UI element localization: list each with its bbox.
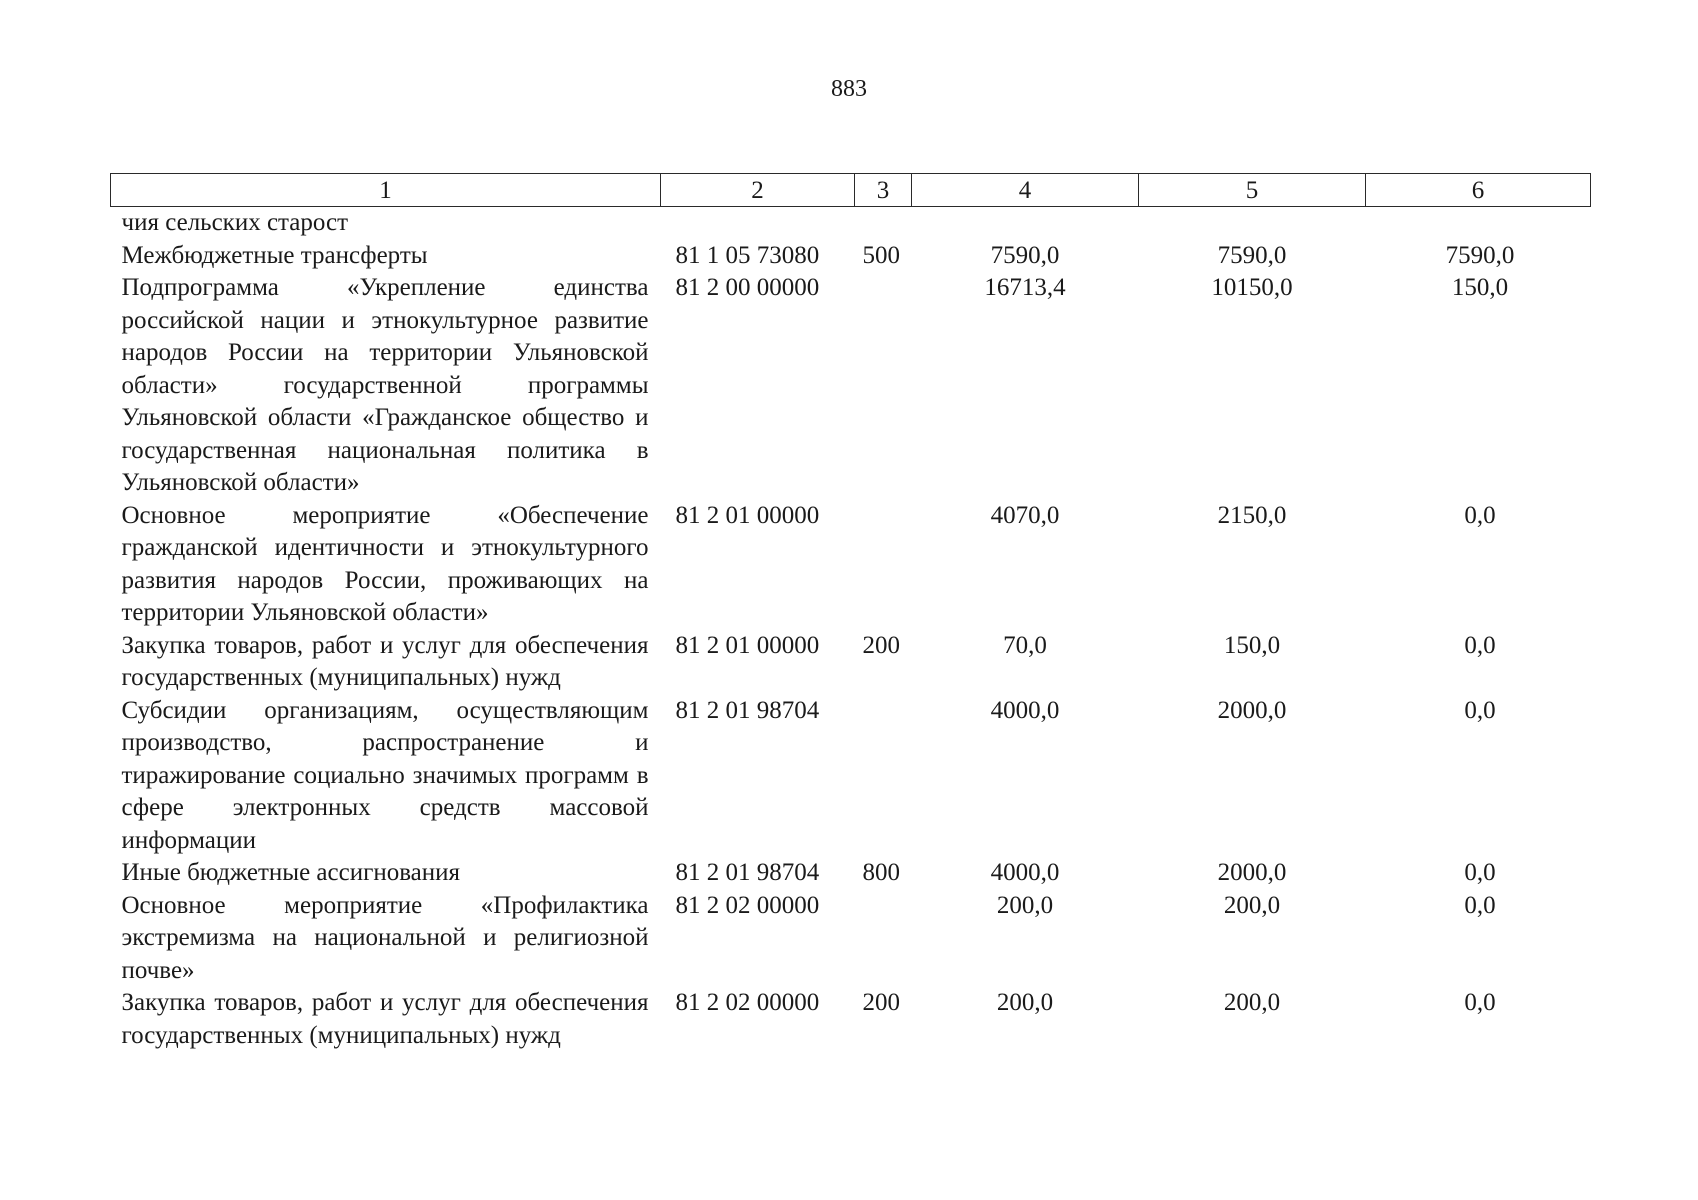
- row-value-6: 0,0: [1464, 859, 1496, 886]
- table-row: [111, 695, 1591, 858]
- table-row: [111, 272, 1591, 500]
- row-value-4: [912, 207, 1139, 240]
- table-body: [111, 207, 1591, 1053]
- column-header-2: 2: [661, 174, 855, 207]
- row-value-5: 200,0: [1223, 891, 1281, 919]
- row-value-5: 2000,0: [1217, 859, 1287, 886]
- row-value-6: 0,0: [1464, 696, 1496, 724]
- table-header: [111, 174, 1591, 207]
- row-value-5: 150,0: [1223, 631, 1281, 659]
- row-code: 81 2 01 00000: [675, 631, 820, 659]
- row-value-6: [1366, 207, 1591, 240]
- row-kind: 200: [862, 631, 900, 659]
- row-value-4: 16713,4: [984, 274, 1066, 301]
- row-value-5: 7590,0: [1217, 241, 1287, 269]
- row-code: [661, 207, 855, 240]
- row-name: чия сельских старост: [121, 209, 349, 236]
- row-kind: [855, 890, 912, 988]
- row-value-4: 4000,0: [990, 859, 1060, 886]
- row-value-6: 0,0: [1464, 989, 1496, 1016]
- row-code: 81 1 05 73080: [675, 241, 820, 269]
- row-name: Иные бюджетные ассигнования: [121, 859, 461, 886]
- row-value-5: 200,0: [1223, 989, 1281, 1016]
- row-name: Основное мероприятие «Обеспечение гражданской идентичности и этнокультурного развития народов России, проживающих на территории Ульяновской области»: [121, 501, 649, 626]
- row-value-4: 7590,0: [990, 241, 1060, 269]
- row-value-6: 0,0: [1464, 891, 1496, 919]
- table-row: [111, 630, 1591, 695]
- budget-table: [110, 173, 1591, 1052]
- row-value-5: 2000,0: [1217, 696, 1287, 724]
- row-code: 81 2 01 00000: [675, 501, 820, 529]
- row-name: Межбюджетные трансферты: [121, 241, 428, 269]
- column-header-3: 3: [855, 174, 912, 207]
- table-row: [111, 890, 1591, 988]
- row-kind: [855, 272, 912, 500]
- row-value-4: 70,0: [1003, 631, 1047, 659]
- row-kind: 200: [862, 989, 900, 1016]
- row-value-6: 7590,0: [1445, 241, 1515, 269]
- row-code: 81 2 02 00000: [675, 989, 820, 1016]
- row-value-4: 200,0: [996, 989, 1054, 1016]
- row-kind: [855, 500, 912, 630]
- table-row: [111, 240, 1591, 273]
- column-header-1: 1: [111, 174, 661, 207]
- table-row: [111, 500, 1591, 630]
- page-number: 883: [831, 76, 867, 102]
- row-name: Основное мероприятие «Профилактика экстремизма на национальной и религиозной почве»: [121, 891, 649, 984]
- row-kind: [855, 207, 912, 240]
- table-row: [111, 857, 1591, 890]
- row-value-4: 4000,0: [990, 696, 1060, 724]
- row-name: Закупка товаров, работ и услуг для обеспечения государственных (муниципальных) нужд: [121, 989, 649, 1049]
- row-value-5: 10150,0: [1211, 274, 1293, 301]
- column-header-4: 4: [912, 174, 1139, 207]
- row-code: 81 2 01 98704: [675, 859, 820, 886]
- row-code: 81 2 00 00000: [675, 274, 820, 301]
- row-name: Подпрограмма «Укрепление единства российской нации и этнокультурное развитие народов России на территории Ульяновской области» государственной программы Ульяновской области «Гражданское общество и государственная национальная политика в Ульяновской области»: [121, 274, 649, 496]
- table-row: [111, 207, 1591, 240]
- row-kind: 500: [862, 241, 900, 269]
- column-header-5: 5: [1139, 174, 1366, 207]
- table-row: [111, 987, 1591, 1052]
- row-kind: [855, 695, 912, 858]
- row-value-5: [1139, 207, 1366, 240]
- row-code: 81 2 01 98704: [675, 696, 820, 724]
- row-value-4: 200,0: [996, 891, 1054, 919]
- row-kind: 800: [862, 859, 900, 886]
- row-name: Закупка товаров, работ и услуг для обеспечения государственных (муниципальных) нужд: [121, 631, 649, 691]
- column-header-6: 6: [1366, 174, 1591, 207]
- row-code: 81 2 02 00000: [675, 891, 820, 919]
- row-value-4: 4070,0: [990, 501, 1060, 529]
- row-value-6: 150,0: [1451, 274, 1509, 301]
- row-value-6: 0,0: [1464, 501, 1496, 529]
- row-value-6: 0,0: [1464, 631, 1496, 659]
- row-name: Субсидии организациям, осуществляющим производство, распространение и тиражирование социально значимых программ в сфере электронных средств массовой информации: [121, 696, 649, 854]
- row-value-5: 2150,0: [1217, 501, 1287, 529]
